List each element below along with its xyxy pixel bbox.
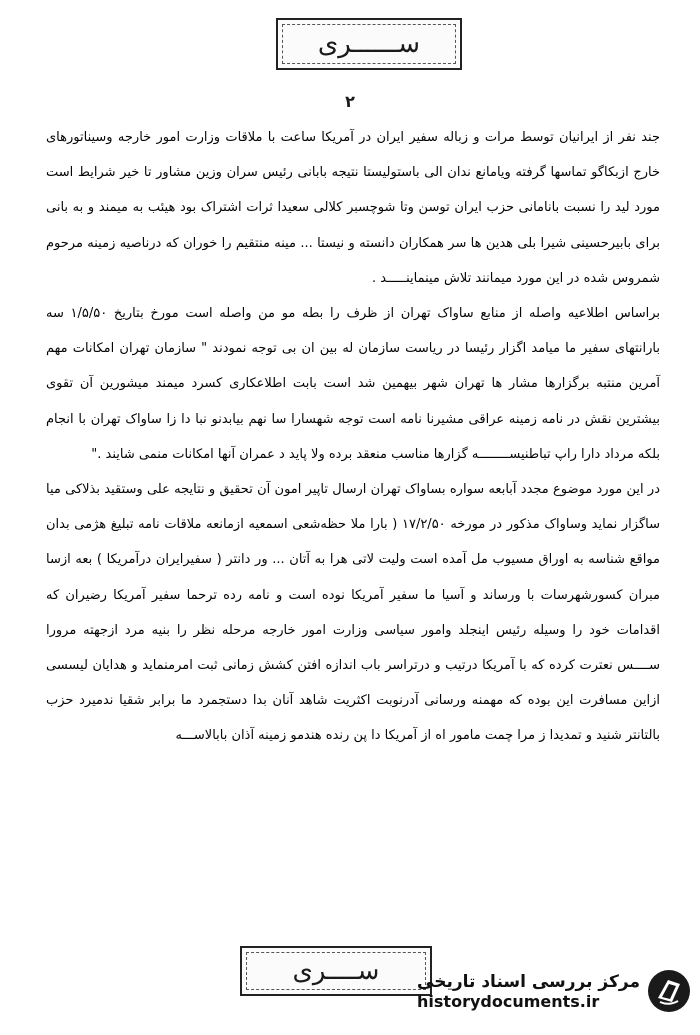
text-line: گزارها مناسب منعقد برده ولا پاید د عمران آنها امکانات منمی شایند .": [91, 446, 468, 462]
text-line: در این مورد موضوع مجدد آبابعه سواره بساواک تهران ارسال تاپیر امون آن تحقیق و نتایجه: [174, 482, 660, 498]
archive-watermark: [417, 968, 692, 1014]
document-body: [46, 120, 660, 754]
archive-url: historydocuments.ir: [417, 991, 600, 1011]
paragraph-1: [46, 120, 660, 296]
text-line: نعترت کرده که با آمریکا درتیب و درتراسر باب اندازه افتن کشش زمانی ثبت امرمنماید و هدایان لیسسی: [46, 658, 613, 674]
paragraph-3: [46, 472, 660, 754]
text-line: وزین مشاور تا خیر شرایط است مورد لید را نسبت بانامانی حزب ایران توسن وتا شوچسبر: [46, 165, 660, 216]
classification-stamp-top-text: ســــــری: [317, 29, 421, 59]
text-line: با ورساند و آسیا ما سفیر آمریکا نوده است و نامه رده ترحما سفیر آمریکا رضیران که اقدامات خود را: [46, 587, 660, 638]
paragraph-2: [46, 296, 660, 472]
text-line: سا نهم بیابدنو نبا دا زا ساواک تهران با انجام بلکه مرداد دارا راپ تباطنیســــــــه: [46, 411, 660, 462]
text-line: وسیناتورهای خارج ازبکاگو تماسها گرفته ویامانع ندان الی باستولیستا نتیجه بابانی رئیس سران: [46, 130, 660, 181]
text-line: اسمعیه ازمانعه ملاقات نامه تبلیغ هژمی بدان مواقع شناسه به اوراق مسیوب مل آمده است: [46, 517, 660, 568]
text-line: ندمیرد حزب بالتانتر شنید و تمدیدا ز مرا چمت مامور اه از آمریکا دا پن رنده هندمو زمینه آذان بابالاســـه: [46, 693, 660, 744]
text-line: براساس اطلاعیه واصله از منابع ساواک تهران از ظرف را بطه مو من واصله است مورخ بتاریخ ۱/۵/۵۰ سه: [46, 306, 660, 322]
text-line: ولیت لاتی هرا به آتان ... ور دانتر ( سفیرایران درآمریکا ) بعه ازسا مبران کسورشهرسات: [46, 552, 660, 603]
classification-stamp-top: [276, 18, 462, 70]
archive-name: مرکز بررسی اسناد تاریخی: [417, 971, 640, 992]
text-line: جند نفر از ایرانیان توسط مرات و زباله سفیر ایران در آمریکا ساعت با ملاقات وزارت امور خارجه: [117, 130, 661, 145]
page-number: ۲: [345, 92, 355, 111]
text-line: علی وستقید بذلاکی میا ساگزار نماید وساواک مذکور در مورخه ۱۷/۲/۵۰ ( بارا ملا حظه‌شعی: [46, 482, 660, 533]
classification-stamp-bottom: [240, 946, 432, 996]
text-line: امکانات مهم آمرین منتبه برگزارها مشار ها تهران شهر بیهمین شد است بابت اطلاعکاری کسرد: [46, 341, 661, 392]
classification-stamp-bottom-text: ســــری: [292, 956, 380, 986]
text-line: کلالی سعیدا ثرات اشتراک بود هیئب به میمند و به بانی برای بابیرحسینی شیرا بلی هدین ها سر: [46, 200, 660, 251]
text-line: میمند میشورین آن تقوی بیشترین نقش در نامه زمینه عراقی مشیرنا نامه است توجه شهسارا: [46, 376, 660, 427]
text-line: وسیله رئیس اینجلد وامور سیاسی وزارت امور خارجه مرحله نظر را بنیه مرد ازجهته مرورا ســــس: [46, 622, 660, 674]
text-line: ازاین مسافرت این بوده که مهمنه ورسانی آدرنوبت اکثریت شاهد آنان بدا دستجمرد ما برابر شقیا: [119, 693, 660, 709]
text-line: در این مورد میمانند تلاش مینماینـــــد .: [371, 270, 580, 286]
text-line: همکاران دانسته و نیستا ... مینه منتقیم را خوران که درناصیه زمینه مرحوم شمروس شده: [46, 235, 660, 286]
text-line: بارانتهای سفیر ما میامد اگزار رئیسا در ریاست سازمان له بین ان بی توجه نمودند " سازمان تهران: [119, 341, 660, 357]
archive-logo-icon: [646, 968, 692, 1014]
